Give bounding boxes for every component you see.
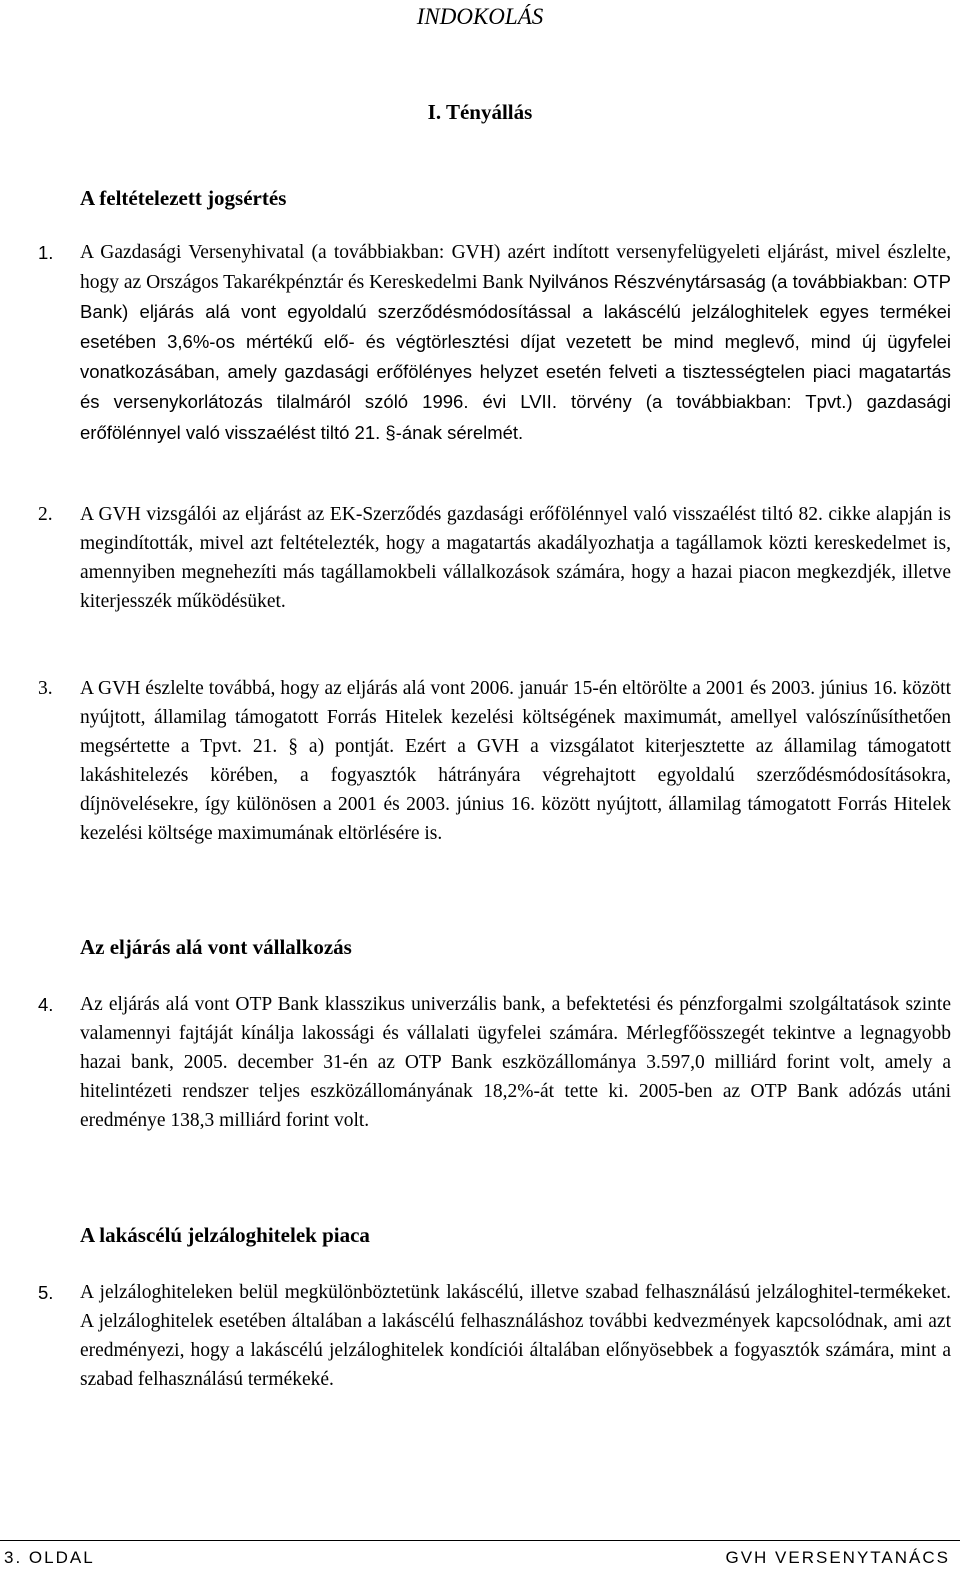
- paragraph-number: 1.: [38, 242, 54, 263]
- paragraph-text: A GVH vizsgálói az eljárást az EK-Szerződés gazdasági erőfölénnyel való visszaélést tiltó 82. cikke alapján is megindították, mivel azt feltételezték, hogy a magatartás akadályozhatja a tagállamok közti kereskedelmet is, amennyiben megnehezíti más tagállamokbeli vállalkozások számára, hogy a hazai piacon megkezdjék, illetve kiterjesszék működésüket.: [80, 504, 951, 613]
- paragraph-1: [38, 238, 951, 448]
- footer-divider: [0, 1540, 960, 1541]
- paragraph-text: A Gazdasági Versenyhivatal (a továbbiakban: GVH) azért indított versenyfelügyeleti eljárást, mivel észlelte, hogy az Országos Takarékpénztár és Kereskedelmi Bank: [80, 242, 951, 294]
- footer-issuer: GVH VERSENYTANÁCS: [725, 1548, 950, 1567]
- paragraph-4: [38, 990, 951, 1135]
- paragraph-text: Az eljárás alá vont OTP Bank klasszikus univerzális bank, a befektetési és pénzforgalmi szolgáltatások szinte valamennyi fajtáját kínálja lakossági és vállalati ügyfelei számára. Mérlegfőösszegét tekintve a legnagyobb hazai bank, 2005. december 31-én az OTP Bank eszközállománya 3.597,0 milliárd forint volt, amely a hitelintézeti rendszer teljes eszközállományának 18,2%-át tette ki. 2005-ben az OTP Bank adózás utáni eredménye 138,3 milliárd forint volt.: [80, 994, 951, 1132]
- paragraph-text: A GVH észlelte továbbá, hogy az eljárás alá vont 2006. január 15-én eltörölte a 2001 és 2003. június 16. között nyújtott, államilag támogatott Forrás Hitelek kezelési költségének maximumát, amellyel valószínűsíthetően megsértette a Tpvt. 21. § a) pontját. Ezért a GVH a vizsgálatot kiterjesztette az államilag támogatott lakáshitelezés körében, a fogyasztók hátrányára végrehajtott egyoldalú szerződésmódosításokra, díjnövelésekre, így különösen a 2001 és 2003. június 16. között nyújtott, államilag támogatott Forrás Hitelek kezelési költsége maximumának eltörlésére is.: [80, 678, 951, 845]
- paragraph-2: [38, 500, 951, 616]
- heading-alleged-infringement: A feltételezett jogsértés: [80, 186, 287, 210]
- section-title: I. Tényállás: [427, 100, 533, 124]
- paragraph-number: 5.: [38, 1282, 54, 1303]
- paragraph-text-sans: Nyilvános Részvénytársaság (a továbbiakban: OTP Bank) eljárás alá vont egyoldalú szerződésmódosítással a lakáscélú jelzáloghitelek egyes termékei esetében 3,6%-os mértékű elő- és végtörlesztési díjat vezetett be mind meglevő, mind új ügyfelei vonatkozásában, amely gazdasági erőfölényes helyzet esetén felveti a tisztességtelen piaci magatartás és versenykorlátozás tilalmáról szóló 1996. évi LVII. törvény (a továbbiakban: Tpvt.) gazdasági erőfölénnyel való visszaélést tiltó 21. §-ának sérelmét.: [80, 271, 951, 443]
- paragraph-5: [38, 1278, 951, 1394]
- paragraph-number: 2.: [38, 504, 53, 525]
- document-title: INDOKOLÁS: [416, 4, 544, 29]
- paragraph-text: A jelzáloghiteleken belül megkülönböztetünk lakáscélú, illetve szabad felhasználású jelzáloghitel-termékeket. A jelzáloghitelek esetében általában a lakáscélú felhasználáshoz további kedvezmények kapcsolódnak, ami azt eredményezi, hogy a lakáscélú jelzáloghitelek kondíciói általában előnyösebbek a fogyasztók számára, mint a szabad felhasználású termékeké.: [80, 1282, 951, 1391]
- heading-undertaking: Az eljárás alá vont vállalkozás: [80, 935, 352, 959]
- footer-page-number: 3. OLDAL: [4, 1548, 95, 1567]
- paragraph-number: 3.: [38, 678, 53, 699]
- paragraph-number: 4.: [38, 994, 54, 1015]
- heading-mortgage-market: A lakáscélú jelzáloghitelek piaca: [80, 1223, 370, 1247]
- paragraph-3: [38, 674, 951, 849]
